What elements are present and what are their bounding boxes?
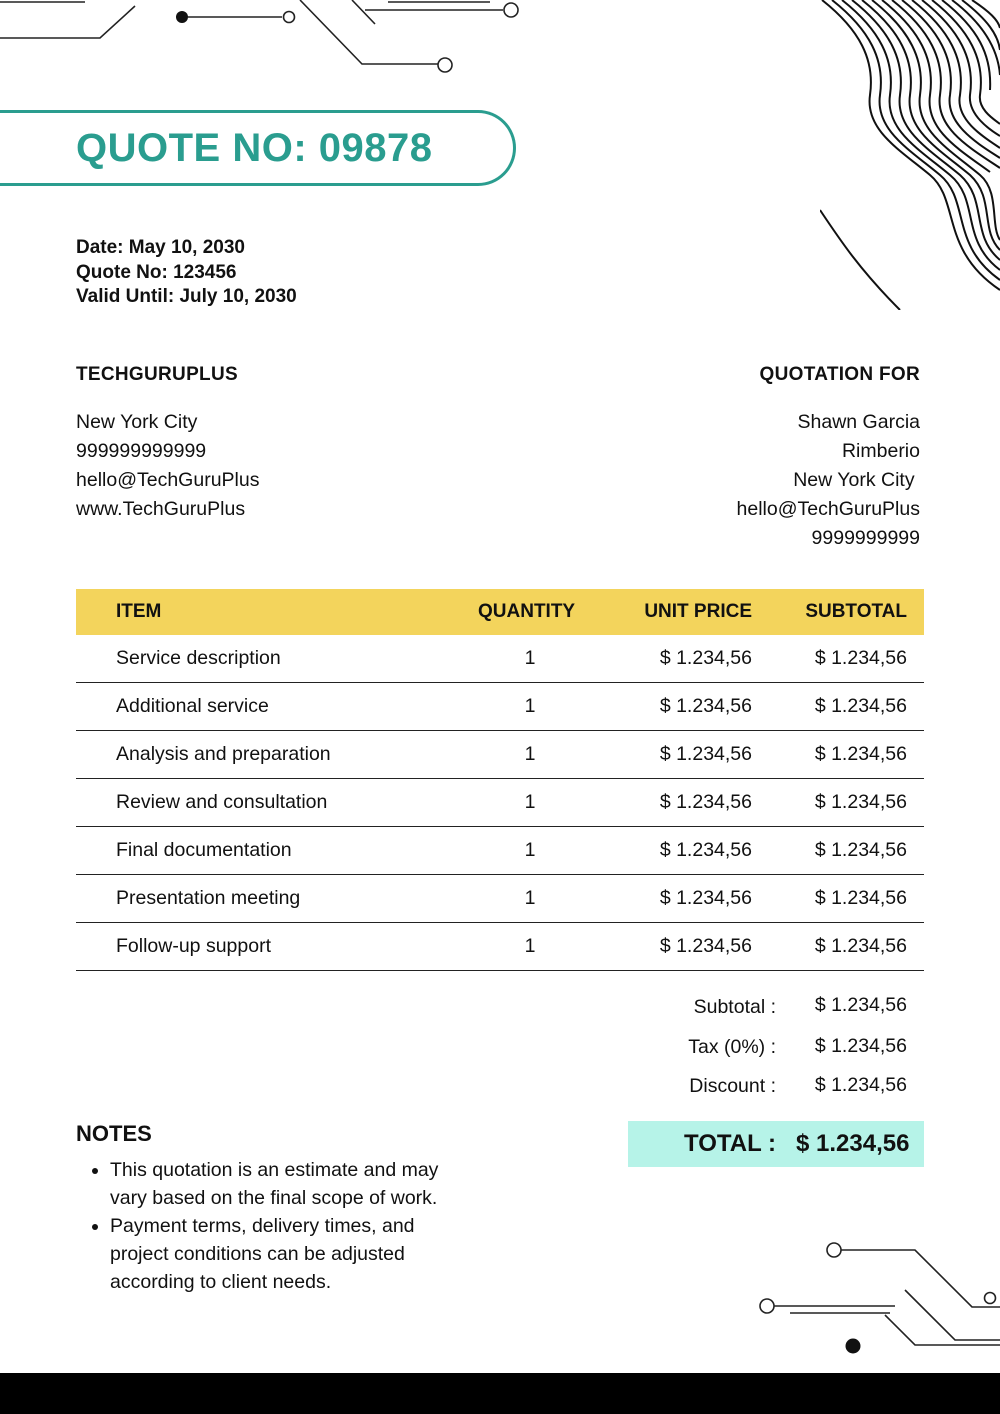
circuit-decoration-bottom [750, 1235, 1000, 1360]
item-unit-price: $ 1.234,56 [659, 839, 752, 861]
table-row [76, 923, 924, 971]
item-name: Analysis and preparation [116, 743, 331, 765]
discount-value: $ 1.234,56 [814, 1074, 907, 1096]
client-email: hello@TechGuruPlus [736, 498, 920, 520]
company-city: New York City [76, 411, 198, 433]
total-value: $ 1.234,56 [796, 1130, 910, 1157]
item-name: Presentation meeting [116, 887, 301, 909]
item-subtotal: $ 1.234,56 [814, 791, 907, 813]
table-header [76, 589, 924, 635]
item-name: Service description [116, 647, 281, 669]
tax-value: $ 1.234,56 [814, 1035, 907, 1057]
company-details [76, 408, 259, 524]
quote-valid-until: Valid Until: July 10, 2030 [76, 286, 297, 307]
client-phone: 9999999999 [811, 527, 920, 549]
client-company: Rimberio [841, 440, 920, 462]
discount-label: Discount : [689, 1075, 776, 1097]
item-unit-price: $ 1.234,56 [659, 887, 752, 909]
table-row [76, 731, 924, 779]
footer-bar [0, 1373, 1000, 1414]
item-quantity: 1 [524, 743, 536, 765]
item-name: Review and consultation [116, 791, 328, 813]
item-unit-price: $ 1.234,56 [659, 695, 752, 717]
header-item: ITEM [116, 601, 162, 622]
quote-title: QUOTE NO: 09878 [76, 126, 433, 170]
table-row [76, 875, 924, 923]
table-row [76, 827, 924, 875]
header-unit-price: UNIT PRICE [644, 601, 752, 622]
note-item: • Payment terms, delivery times, and project conditions can be adjusted according to client needs. [110, 1212, 476, 1296]
item-quantity: 1 [524, 695, 536, 717]
table-row [76, 635, 924, 683]
subtotal-label: Subtotal : [693, 996, 776, 1018]
item-quantity: 1 [524, 935, 536, 957]
quote-number: Quote No: 123456 [76, 261, 237, 283]
item-quantity: 1 [524, 647, 536, 669]
table-row [76, 779, 924, 827]
item-name: Additional service [116, 695, 269, 717]
client-name: Shawn Garcia [797, 411, 920, 433]
circuit-decoration-top [0, 0, 530, 80]
tax-label: Tax (0%) : [688, 1036, 776, 1058]
company-phone: 999999999999 [76, 440, 207, 462]
note-item: • This quotation is an estimate and may vary based on the final scope of work. [110, 1156, 476, 1212]
company-website: www.TechGuruPlus [76, 498, 246, 520]
item-subtotal: $ 1.234,56 [814, 839, 907, 861]
client-city: New York City [793, 469, 920, 491]
client-title: QUOTATION FOR [759, 364, 920, 385]
subtotal-value: $ 1.234,56 [814, 994, 907, 1016]
table-row [76, 683, 924, 731]
company-email: hello@TechGuruPlus [76, 469, 260, 491]
item-subtotal: $ 1.234,56 [814, 695, 907, 717]
quote-meta [76, 236, 297, 310]
item-subtotal: $ 1.234,56 [814, 743, 907, 765]
items-table [76, 589, 924, 971]
item-quantity: 1 [524, 839, 536, 861]
item-name: Final documentation [116, 839, 292, 861]
item-unit-price: $ 1.234,56 [659, 791, 752, 813]
company-name: TECHGURUPLUS [76, 364, 238, 385]
header-subtotal: SUBTOTAL [805, 601, 907, 622]
header-quantity: QUANTITY [478, 601, 576, 622]
notes-title: NOTES [76, 1121, 152, 1146]
item-unit-price: $ 1.234,56 [659, 647, 752, 669]
total-label: TOTAL : [684, 1130, 776, 1157]
item-name: Follow-up support [116, 935, 271, 957]
item-quantity: 1 [524, 887, 536, 909]
item-quantity: 1 [524, 791, 536, 813]
item-unit-price: $ 1.234,56 [659, 743, 752, 765]
item-unit-price: $ 1.234,56 [659, 935, 752, 957]
quote-date: Date: May 10, 2030 [76, 237, 245, 258]
item-subtotal: $ 1.234,56 [814, 887, 907, 909]
client-details [737, 408, 920, 553]
wave-lines-decoration [820, 0, 1000, 310]
notes-list [76, 1156, 476, 1296]
item-subtotal: $ 1.234,56 [814, 647, 907, 669]
item-subtotal: $ 1.234,56 [814, 935, 907, 957]
